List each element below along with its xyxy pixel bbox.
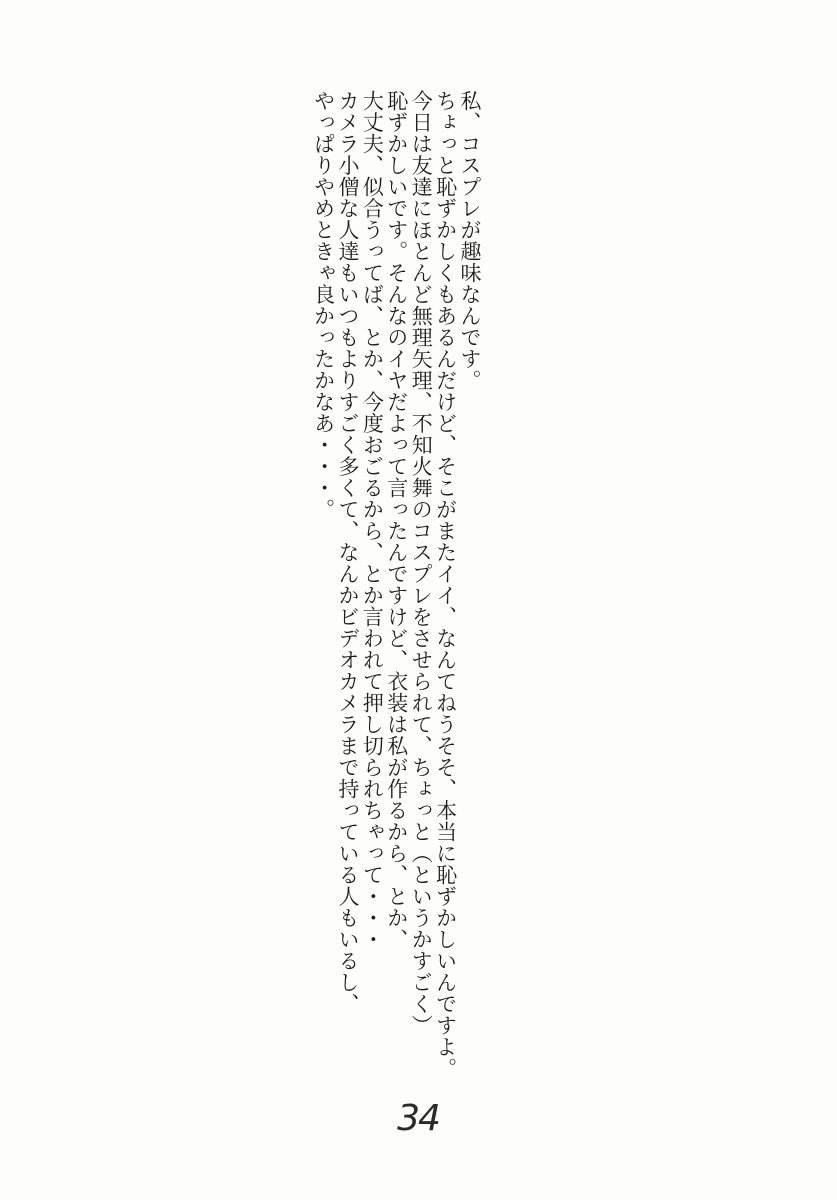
text-line-7: やっぱりやめときゃ良かったかなあ・・・。 bbox=[311, 90, 336, 520]
vertical-text-block bbox=[311, 90, 482, 1079]
page-number: 34 bbox=[397, 1098, 439, 1139]
text-line-4: 恥ずかしいです。そんなのイヤだよって言ったんですけど、衣装は私が作るから、とか、 bbox=[384, 90, 409, 950]
text-line-2: ちょっと恥ずかしくもあるんだけど、そこがまたイイ、なんてねうそそ、本当に恥ずかしいんですよ。 bbox=[433, 90, 458, 1079]
text-line-6: カメラ小僧な人達もいつもよりすごく多くて、なんかビデオカメラまで持っている人もいるし、 bbox=[335, 90, 360, 1015]
text-line-1: 私、コスプレが趣味なんです。 bbox=[458, 90, 482, 391]
text-line-3: 今日は友達にほとんど無理矢理、不知火舞のコスプレをさせられて、ちょっと（というかすごく） bbox=[409, 90, 434, 1036]
text-line-5: 大丈夫、似合うってば、とか、今度おごるから、とか言われて押し切られちゃって・・・ bbox=[360, 90, 385, 950]
